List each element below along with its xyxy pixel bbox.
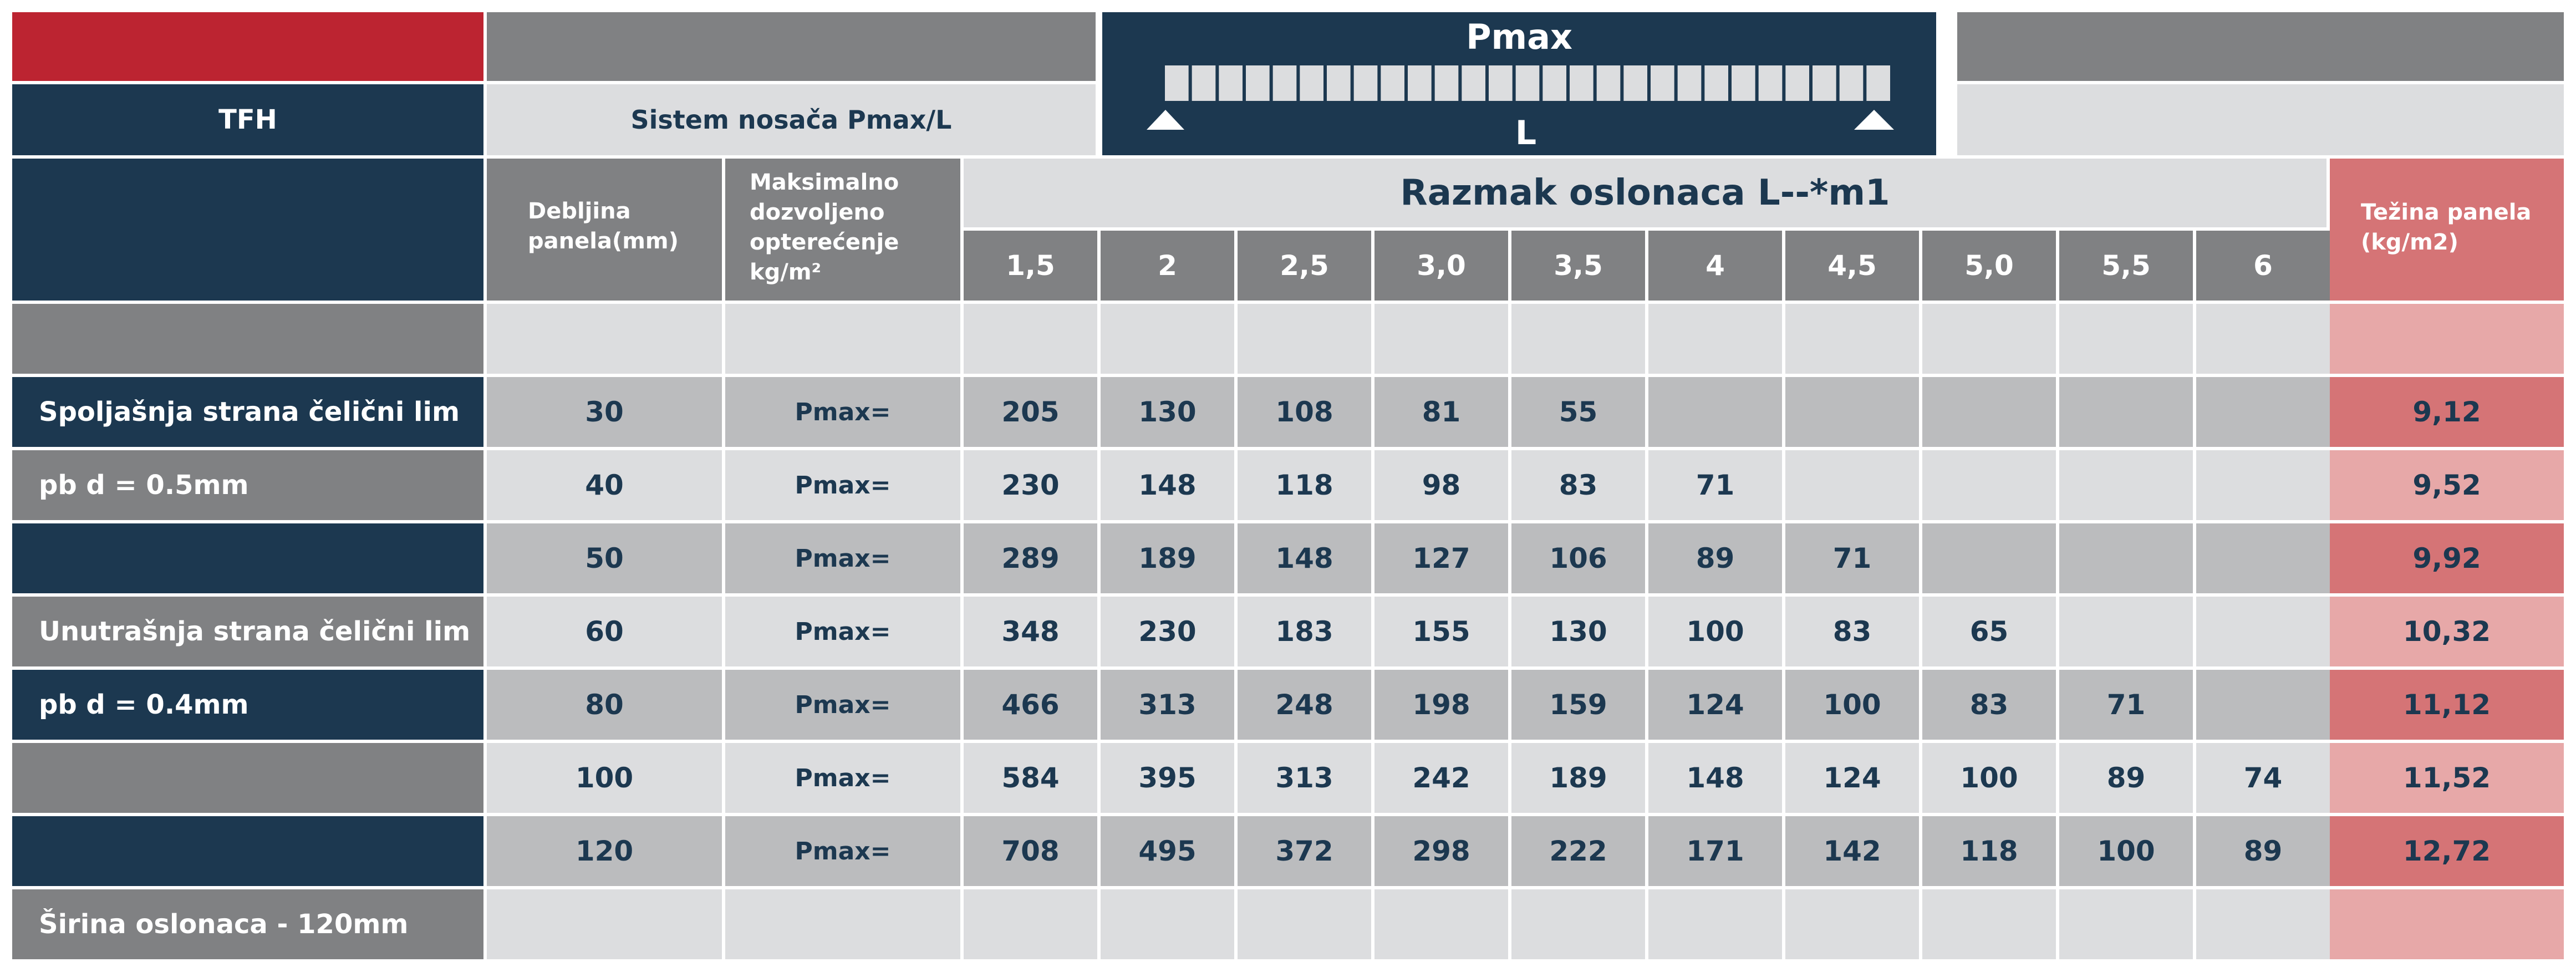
- weight-header: Težina panela (kg/m2): [2330, 159, 2564, 301]
- load-value-cell: 584: [964, 743, 1097, 813]
- pmax-label-cell: Pmax=: [725, 523, 960, 593]
- load-value-cell: [2196, 889, 2330, 959]
- load-value-cell: 230: [964, 450, 1097, 520]
- load-value-cell: [1922, 523, 2056, 593]
- load-block: [1759, 65, 1783, 101]
- load-value-cell: 98: [1374, 450, 1508, 520]
- load-value-cell: 313: [1101, 670, 1234, 740]
- load-block: [1704, 65, 1728, 101]
- thickness-header: Debljina panela(mm): [487, 159, 722, 301]
- row-label: [12, 816, 483, 886]
- row-label: pb d = 0.5mm: [12, 450, 483, 520]
- load-value-cell: [1101, 304, 1234, 374]
- span-header-cell: 1,5: [964, 231, 1097, 301]
- diagram-span-label: L: [1515, 114, 1537, 152]
- load-value-cell: [1648, 889, 1782, 959]
- load-value-cell: 313: [1238, 743, 1371, 813]
- load-value-cell: 81: [1374, 377, 1508, 447]
- load-value-cell: 89: [2059, 743, 2193, 813]
- load-block: [1651, 65, 1674, 101]
- load-value-cell: 100: [1922, 743, 2056, 813]
- load-value-cell: [1922, 377, 2056, 447]
- load-value-cell: 100: [2059, 816, 2193, 886]
- pmax-label-cell: Pmax=: [725, 450, 960, 520]
- load-value-cell: [2059, 304, 2193, 374]
- load-value-cell: [2196, 377, 2330, 447]
- load-block: [1435, 65, 1459, 101]
- load-value-cell: 89: [2196, 816, 2330, 886]
- load-block: [1273, 65, 1297, 101]
- load-value-cell: 189: [1511, 743, 1645, 813]
- weight-cell: 12,72: [2330, 816, 2564, 886]
- load-value-cell: 205: [964, 377, 1097, 447]
- load-value-cell: [2059, 889, 2193, 959]
- load-value-cell: [1785, 889, 1919, 959]
- load-block: [1354, 65, 1378, 101]
- weight-cell: [2330, 304, 2564, 374]
- max-load-header: Maksimalno dozvoljeno opterećenje kg/m²: [725, 159, 960, 301]
- load-value-cell: [1374, 889, 1508, 959]
- thickness-cell: 60: [487, 597, 722, 666]
- left-header-block: [12, 159, 483, 301]
- pmax-label-cell: Pmax=: [725, 743, 960, 813]
- header-gray-block: [487, 12, 1096, 81]
- load-value-cell: [964, 889, 1097, 959]
- thickness-cell: 50: [487, 523, 722, 593]
- load-block: [1516, 65, 1540, 101]
- row-label: [12, 304, 483, 374]
- load-value-cell: [964, 304, 1097, 374]
- span-header-cell: 3,5: [1511, 231, 1645, 301]
- span-header-cell: 5,0: [1922, 231, 2056, 301]
- pmax-label-cell: Pmax=: [725, 670, 960, 740]
- load-value-cell: 148: [1648, 743, 1782, 813]
- load-value-cell: [2196, 523, 2330, 593]
- load-value-cell: [2059, 450, 2193, 520]
- load-value-cell: 71: [2059, 670, 2193, 740]
- pmax-load-diagram: [1102, 12, 1936, 155]
- diagram-pmax-label: Pmax: [1466, 17, 1572, 57]
- load-value-cell: 298: [1374, 816, 1508, 886]
- distributed-load-blocks: [1165, 65, 1890, 101]
- load-block: [1623, 65, 1647, 101]
- row-label: [12, 743, 483, 813]
- weight-cell: [2330, 889, 2564, 959]
- load-value-cell: [1511, 304, 1645, 374]
- weight-cell: 10,32: [2330, 597, 2564, 666]
- header-light-block: [1957, 84, 2564, 155]
- load-value-cell: [1922, 304, 2056, 374]
- load-block: [1327, 65, 1351, 101]
- load-value-cell: [2059, 377, 2193, 447]
- load-value-cell: 124: [1785, 743, 1919, 813]
- load-value-cell: 495: [1101, 816, 1234, 886]
- load-block: [1462, 65, 1485, 101]
- row-label: pb d = 0.4mm: [12, 670, 483, 740]
- row-label: Širina oslonaca - 120mm: [12, 889, 483, 959]
- load-block: [1246, 65, 1270, 101]
- load-value-cell: 183: [1238, 597, 1371, 666]
- pmax-label-cell: [725, 304, 960, 374]
- load-value-cell: 242: [1374, 743, 1508, 813]
- row-label: [12, 523, 483, 593]
- load-value-cell: 198: [1374, 670, 1508, 740]
- span-header-cell: 4,5: [1785, 231, 1919, 301]
- load-value-cell: 71: [1648, 450, 1782, 520]
- load-value-cell: 130: [1511, 597, 1645, 666]
- load-value-cell: [1922, 889, 2056, 959]
- load-value-cell: 127: [1374, 523, 1508, 593]
- load-value-cell: 159: [1511, 670, 1645, 740]
- load-value-cell: 106: [1511, 523, 1645, 593]
- thickness-cell: 100: [487, 743, 722, 813]
- load-value-cell: 466: [964, 670, 1097, 740]
- header-gray-block-right: [1957, 12, 2564, 81]
- row-label: Spoljašnja strana čelični lim: [12, 377, 483, 447]
- row-label: Unutrašnja strana čelični lim: [12, 597, 483, 666]
- load-block: [1570, 65, 1594, 101]
- load-block: [1732, 65, 1755, 101]
- pmax-label-cell: Pmax=: [725, 816, 960, 886]
- load-value-cell: 372: [1238, 816, 1371, 886]
- system-title: Sistem nosača Pmax/L: [487, 84, 1096, 155]
- load-value-cell: [1785, 377, 1919, 447]
- load-block: [1489, 65, 1513, 101]
- load-block: [1408, 65, 1432, 101]
- load-block: [1866, 65, 1890, 101]
- load-value-cell: 130: [1101, 377, 1234, 447]
- load-value-cell: 55: [1511, 377, 1645, 447]
- weight-cell: 9,12: [2330, 377, 2564, 447]
- brand-color-block: [12, 12, 483, 81]
- load-value-cell: 148: [1101, 450, 1234, 520]
- load-value-cell: [2059, 523, 2193, 593]
- load-block: [1813, 65, 1836, 101]
- span-header-cell: 2,5: [1238, 231, 1371, 301]
- span-header-cell: 6: [2196, 231, 2330, 301]
- thickness-cell: 120: [487, 816, 722, 886]
- pmax-label-cell: Pmax=: [725, 377, 960, 447]
- load-block: [1840, 65, 1864, 101]
- load-value-cell: 100: [1648, 597, 1782, 666]
- load-block: [1219, 65, 1243, 101]
- thickness-cell: [487, 304, 722, 374]
- load-value-cell: 708: [964, 816, 1097, 886]
- load-block: [1678, 65, 1702, 101]
- load-value-cell: [1101, 889, 1234, 959]
- load-value-cell: [2196, 670, 2330, 740]
- load-value-cell: [1785, 304, 1919, 374]
- span-header-cell: 4: [1648, 231, 1782, 301]
- load-block: [1300, 65, 1323, 101]
- load-value-cell: [1785, 450, 1919, 520]
- span-header-cell: 2: [1101, 231, 1234, 301]
- load-value-cell: [1922, 450, 2056, 520]
- load-value-cell: 155: [1374, 597, 1508, 666]
- load-value-cell: 65: [1922, 597, 2056, 666]
- load-block: [1597, 65, 1621, 101]
- load-value-cell: 89: [1648, 523, 1782, 593]
- load-value-cell: 230: [1101, 597, 1234, 666]
- span-header-cell: 5,5: [2059, 231, 2193, 301]
- load-value-cell: 83: [1785, 597, 1919, 666]
- load-value-cell: 83: [1511, 450, 1645, 520]
- load-value-cell: [2196, 450, 2330, 520]
- thickness-cell: 80: [487, 670, 722, 740]
- load-value-cell: [1648, 377, 1782, 447]
- load-value-cell: 118: [1922, 816, 2056, 886]
- weight-cell: 9,52: [2330, 450, 2564, 520]
- span-header-cell: 3,0: [1374, 231, 1508, 301]
- load-value-cell: [1511, 889, 1645, 959]
- load-value-cell: [1648, 304, 1782, 374]
- weight-cell: 11,52: [2330, 743, 2564, 813]
- load-block: [1192, 65, 1216, 101]
- load-value-cell: [1238, 889, 1371, 959]
- thickness-cell: 30: [487, 377, 722, 447]
- spacing-header: Razmak oslonaca L--*m1: [964, 159, 2326, 227]
- pmax-label-cell: [725, 889, 960, 959]
- thickness-cell: [487, 889, 722, 959]
- load-value-cell: 348: [964, 597, 1097, 666]
- load-value-cell: 148: [1238, 523, 1371, 593]
- load-value-cell: 118: [1238, 450, 1371, 520]
- load-value-cell: 108: [1238, 377, 1371, 447]
- load-block: [1381, 65, 1404, 101]
- load-value-cell: 248: [1238, 670, 1371, 740]
- load-value-cell: 171: [1648, 816, 1782, 886]
- load-block: [1165, 65, 1189, 101]
- pmax-label-cell: Pmax=: [725, 597, 960, 666]
- load-value-cell: [2059, 597, 2193, 666]
- weight-cell: 9,92: [2330, 523, 2564, 593]
- load-value-cell: 142: [1785, 816, 1919, 886]
- load-block: [1785, 65, 1809, 101]
- load-value-cell: 71: [1785, 523, 1919, 593]
- load-value-cell: 100: [1785, 670, 1919, 740]
- load-block: [1542, 65, 1566, 101]
- load-value-cell: [1374, 304, 1508, 374]
- load-value-cell: [2196, 597, 2330, 666]
- load-value-cell: 83: [1922, 670, 2056, 740]
- load-value-cell: [2196, 304, 2330, 374]
- load-value-cell: 222: [1511, 816, 1645, 886]
- load-value-cell: 124: [1648, 670, 1782, 740]
- load-value-cell: 74: [2196, 743, 2330, 813]
- weight-cell: 11,12: [2330, 670, 2564, 740]
- load-value-cell: 395: [1101, 743, 1234, 813]
- load-value-cell: 289: [964, 523, 1097, 593]
- thickness-cell: 40: [487, 450, 722, 520]
- load-value-cell: [1238, 304, 1371, 374]
- load-value-cell: 189: [1101, 523, 1234, 593]
- product-name: TFH: [12, 84, 483, 155]
